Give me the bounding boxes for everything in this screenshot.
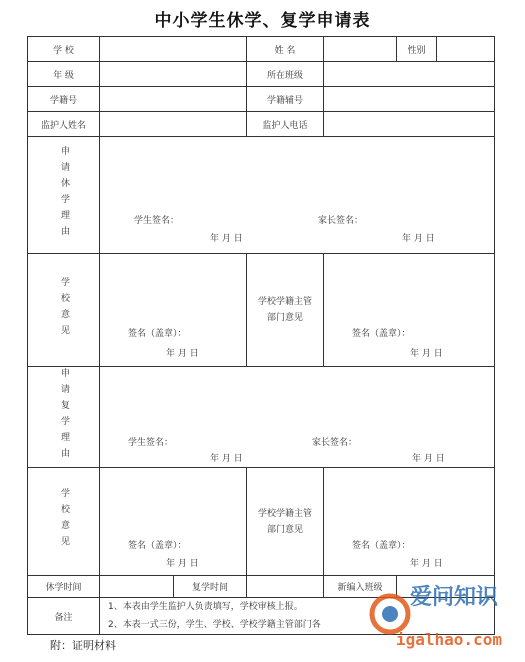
suspend-school-opinion-label: 学校意见 (59, 276, 69, 341)
suspend-opinion-label-cell (28, 254, 100, 367)
suspend-reason-label: 申请休学理由 (59, 145, 69, 242)
suspend-dept-date: 年 月 日 (410, 349, 443, 359)
suspend-time-value-cell[interactable] (100, 576, 174, 598)
guardian-phone-value-cell[interactable] (324, 112, 495, 137)
resume-date-right: 年 月 日 (412, 454, 445, 464)
resume-dept-label-cell (247, 468, 324, 576)
name-value-cell[interactable] (324, 37, 397, 62)
resume-time-label: 复学时间 (174, 576, 247, 598)
remarks-label: 备注 (28, 598, 100, 635)
gender-value-cell[interactable] (437, 37, 495, 62)
resume-school-sign: 签名（盖章）： (128, 541, 187, 551)
suspend-reason-cell[interactable] (100, 137, 495, 254)
school-value-cell[interactable] (100, 37, 247, 62)
suspend-school-sign: 签名（盖章）： (128, 329, 187, 339)
resume-student-sign: 学生签名： (128, 438, 174, 448)
student-id-value-cell[interactable] (100, 87, 247, 112)
student-id-label: 学籍号 (28, 87, 100, 112)
guardian-phone-label: 监护人电话 (247, 112, 324, 137)
resume-reason-label: 申请复学理由 (59, 367, 69, 464)
gender-label: 性别 (397, 37, 437, 62)
grade-value-cell[interactable] (100, 62, 247, 87)
suspend-time-label: 休学时间 (28, 576, 100, 598)
attachment-note: 附：证明材料 (50, 639, 116, 652)
new-class-label: 新编入班级 (324, 576, 397, 598)
resume-school-opinion-cell[interactable] (100, 468, 247, 576)
aux-id-label: 学籍辅号 (247, 87, 324, 112)
suspend-dept-label: 学校学籍主管部门意见 (257, 297, 312, 323)
resume-opinion-label-cell (28, 468, 100, 576)
aux-id-value-cell[interactable] (324, 87, 495, 112)
resume-reason-label-cell (28, 367, 100, 468)
remarks-line-1: 1、本表由学生监护人负责填写，学校审核上报。 (108, 602, 303, 612)
suspend-school-opinion-cell[interactable] (100, 254, 247, 367)
watermark-url: igalhao.com (396, 630, 502, 649)
class-label: 所在班级 (247, 62, 324, 87)
suspend-dept-sign: 签名（盖章）： (352, 329, 411, 339)
school-label: 学 校 (28, 37, 100, 62)
resume-dept-sign: 签名（盖章）： (352, 541, 411, 551)
application-form-table (27, 36, 495, 635)
resume-parent-sign: 家长签名： (312, 438, 358, 448)
form-title: 中小学生休学、复学申请表 (154, 11, 371, 31)
suspend-reason-label-cell (28, 137, 100, 254)
suspend-dept-opinion-cell[interactable] (324, 254, 495, 367)
suspend-student-sign: 学生签名： (134, 216, 180, 226)
resume-dept-label: 学校学籍主管部门意见 (257, 508, 312, 535)
resume-school-opinion-label: 学校意见 (59, 488, 69, 552)
suspend-date-left: 年 月 日 (210, 234, 243, 244)
class-value-cell[interactable] (324, 62, 495, 87)
resume-dept-opinion-cell[interactable] (324, 468, 495, 576)
watermark-title: 爱问知识 (410, 585, 499, 610)
remarks-line-2: 2、本表一式三份，学生、学校、学校学籍主管部门各 (108, 620, 321, 630)
resume-reason-cell[interactable] (100, 367, 495, 468)
resume-date-left: 年 月 日 (210, 454, 243, 464)
suspend-parent-sign: 家长签名： (318, 216, 364, 226)
resume-dept-date: 年 月 日 (410, 559, 443, 569)
suspend-school-date: 年 月 日 (166, 349, 199, 359)
grade-label: 年 级 (28, 62, 100, 87)
guardian-name-label: 监护人姓名 (28, 112, 100, 137)
name-label: 姓 名 (247, 37, 324, 62)
suspend-dept-label-cell (247, 254, 324, 367)
watermark-logo (366, 578, 525, 662)
resume-time-value-cell[interactable] (247, 576, 324, 598)
suspend-date-right: 年 月 日 (402, 234, 435, 244)
guardian-name-value-cell[interactable] (100, 112, 247, 137)
resume-school-date: 年 月 日 (166, 559, 199, 569)
